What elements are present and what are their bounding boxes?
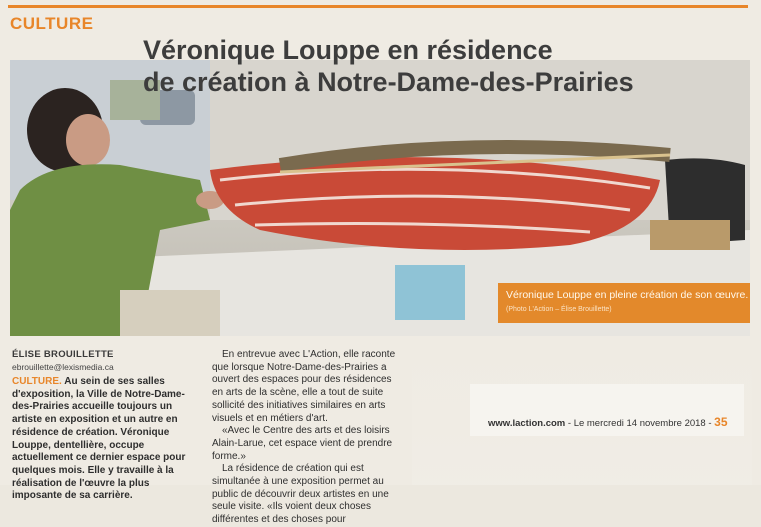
article-lead: CULTURE. xyxy=(12,376,62,387)
article-col1-text: Au sein de ses salles d'exposition, la Ville de Notre-Dame-des-Prairies accueille toujours un artiste en exposition et un autre en résidence de création. Véronique Louppe, dentellière, occupe actuellement ce dernier espace pour quelques mois. Elle y travaille à la réalisation de l'œuvre la plus imposante de sa carrière. xyxy=(12,376,186,502)
article-column-1 xyxy=(12,376,197,503)
headline-line-2: de création à Notre-Dame-des-Prairies xyxy=(143,67,634,97)
photo-caption xyxy=(498,283,750,323)
foam-block xyxy=(395,265,465,320)
headline-line-1: Véronique Louppe en résidence xyxy=(143,35,553,65)
section-label: CULTURE xyxy=(10,14,94,33)
byline-author: ÉLISE BROUILLETTE xyxy=(12,349,114,360)
article-paragraph: En entrevue avec L'Action, elle raconte que lorsque Notre-Dame-des-Prairies a ouvert des espaces pour des résidences en arts de la scène, elle a tout de suite sollicité des initiatives similaires en arts visuels et en métiers d'art. xyxy=(212,349,396,424)
bobbin-basket xyxy=(120,290,220,336)
byline-email: ebrouillette@lexismedia.ca xyxy=(12,362,114,372)
woman-face xyxy=(66,114,110,166)
footer-url: www.laction.com xyxy=(488,418,566,429)
supply-box xyxy=(650,220,730,250)
article-paragraph: La résidence de création qui est simultanée à une exposition permet au public de découvrir deux artistes en une seule visite. «Ils voient deux choses différentes et des choses pour xyxy=(212,463,389,526)
lace-sculpture xyxy=(210,157,660,250)
photo-credit: (Photo L'Action – Élise Brouillette) xyxy=(506,306,612,313)
page-footer xyxy=(488,415,728,429)
article-paragraph: «Avec le Centre des arts et des loisirs Alain-Larue, cet espace vient de prendre forme.» xyxy=(212,425,393,462)
page-number: 35 xyxy=(714,415,728,429)
caption-text: Véronique Louppe en pleine création de son œuvre. xyxy=(506,289,749,301)
top-accent-rule xyxy=(8,5,748,8)
footer-date: - Le mercredi 14 novembre 2018 - xyxy=(565,418,715,429)
headline xyxy=(143,34,743,98)
article-column-2 xyxy=(212,349,400,527)
